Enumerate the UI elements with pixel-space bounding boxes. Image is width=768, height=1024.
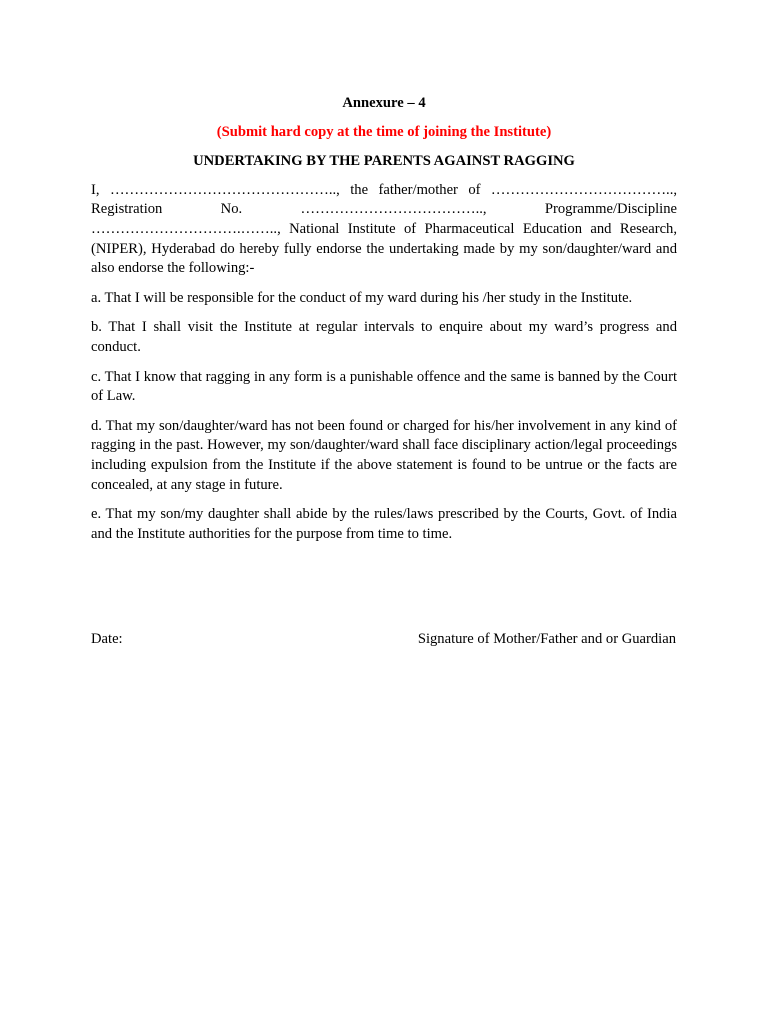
clause-b: b. That I shall visit the Institute at regular intervals to enquire about my ward’s progress and conduct. <box>91 319 677 355</box>
clause-a: a. That I will be responsible for the conduct of my ward during his /her study in the Institute. <box>91 289 633 306</box>
signature-row <box>91 630 676 650</box>
annexure-title: Annexure – 4 <box>342 95 426 111</box>
signature-label: Signature of Mother/Father and or Guardian <box>417 631 676 647</box>
clause-c: c. That I know that ragging in any form is a punishable offence and the same is banned by the Court of Law. <box>91 368 677 405</box>
clause-d: d. That my son/daughter/ward has not been found or charged for his/her involvement in any kind of ragging in the past. However, my son/daughter/ward shall face disciplinary action/legal proceedings including expulsion from the Institute if the above statement is found to be untrue or the facts are concealed, at any stage in future. <box>91 417 677 493</box>
date-label: Date: <box>91 631 123 647</box>
submission-note: (Submit hard copy at the time of joining the Institute) <box>216 123 552 140</box>
undertaking-heading: UNDERTAKING BY THE PARENTS AGAINST RAGGING <box>193 153 575 170</box>
document-body <box>91 94 677 554</box>
intro-paragraph: I, ……………………………………….., the father/mother of ……………………………….., Registration No. ……………………………….., Programme/Discipline ………………………….…….., National Institute of Pharmaceutical Education and Research, (NIPER), Hyderabad do hereby fully endorse the undertaking made by my son/daughter/ward and also endorse the following:- <box>91 181 677 277</box>
clause-e: e. That my son/my daughter shall abide by the rules/laws prescribed by the Courts, Govt. of India and the Institute authorities for the purpose from time to time. <box>91 506 677 542</box>
